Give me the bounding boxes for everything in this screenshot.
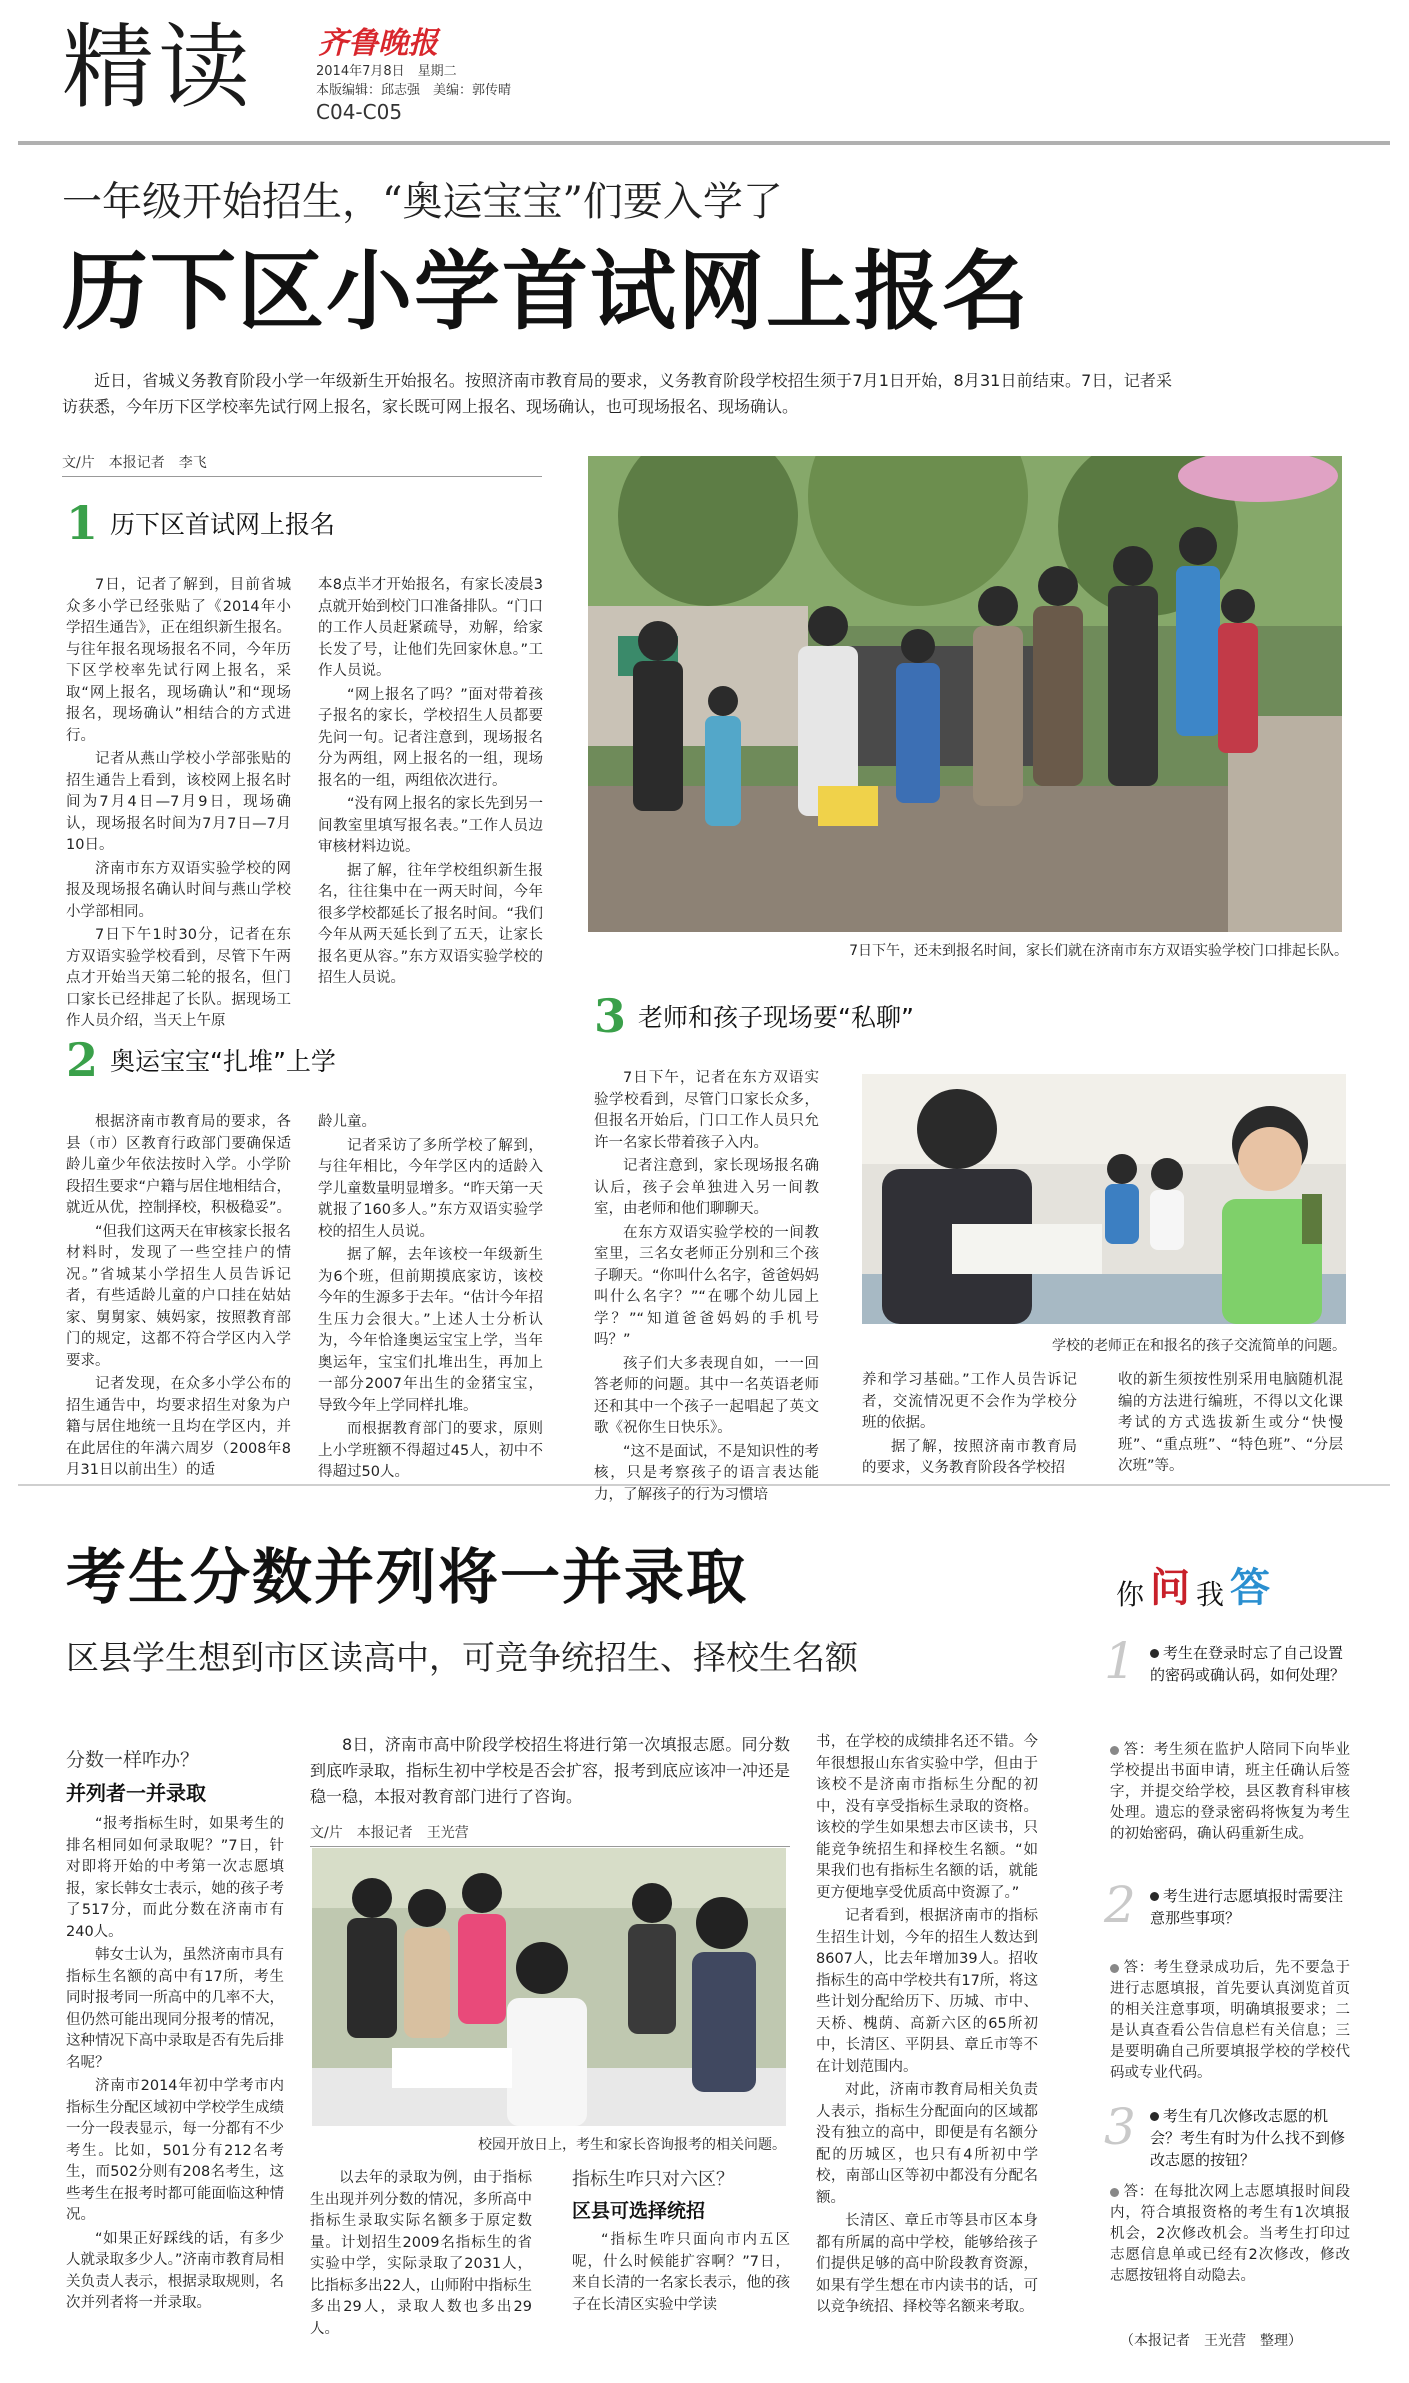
article2-subhead: 区县学生想到市区读高中，可竞争统招生、择校生名额 bbox=[66, 1638, 858, 1677]
masthead bbox=[0, 0, 1409, 150]
paragraph: 本8点半才开始报名，有家长凌晨3点就开始到校门口准备排队。“门口的工作人员赶紧疏导，劝解，给家长发了号，让他们先回家休息。”工作人员说。 bbox=[318, 577, 544, 679]
editor-credit: 本版编辑：邱志强 美编：郭传晴 bbox=[316, 83, 512, 98]
qa3-answer: 答：在每批次网上志愿填报时间段内，符合填报资格的考生有1次填报机会，2次修改机会。当考生打印过志愿信息单或已经有2次修改，修改志愿按钮将自动隐去。 bbox=[1110, 2184, 1350, 2284]
paragraph: “报考指标生时，如果考生的排名相同如何录取呢？”7日，针对即将开始的中考第一次志愿填报，家长韩女士表示，她的孩子考了517分，而此分数在济南市有240人。 bbox=[66, 1816, 284, 1940]
paragraph: 养和学习基础。”工作人员告诉记者，交流情况更不会作为学校分班的依据。 bbox=[862, 1372, 1077, 1431]
paragraph: 记者发现，在众多小学公布的招生通告中，均要求招生对象为户籍与居住地统一且均在学区内，并在此居住的年满六周岁（2008年8月31日以前出生）的适 bbox=[66, 1376, 291, 1478]
photo-classroom bbox=[862, 1074, 1346, 1324]
qa-title bbox=[1116, 1556, 1270, 1613]
question-bullet bbox=[1150, 1649, 1159, 1658]
qa3-question: 考生有几次修改志愿的机会？考生有时为什么找不到修改志愿的按钮？ bbox=[1150, 2107, 1346, 2169]
paragraph: 而根据教育部门的要求，原则上小学班额不得超过45人，初中不得超过50人。 bbox=[318, 1421, 543, 1480]
paragraph: 在东方双语实验学校的一间教室里，三名女老师正分别和三个孩子聊天。“你叫什么名字，爸爸妈妈叫什么名字？”“在哪个幼儿园上学？”“知道爸爸妈妈的手机号吗？” bbox=[594, 1224, 820, 1348]
qa1-question: 考生在登录时忘了自己设置的密码或确认码，如何处理？ bbox=[1150, 1644, 1346, 1684]
qa1-number: 1 bbox=[1104, 1632, 1136, 1690]
paragraph: 济南市东方双语实验学校的网报及现场报名确认时间与燕山学校小学部相同。 bbox=[66, 860, 291, 920]
paragraph: 根据济南市教育局的要求，各县（市）区教育行政部门要确保适龄儿童少年依法按时入学。小学阶段招生要求“户籍与居住地相结合，就近从优，控制择校，积极稳妥”。 bbox=[66, 1114, 292, 1216]
qa-title-ask: 问 bbox=[1150, 1565, 1191, 1611]
paragraph: 记者注意到，家长现场报名确认后，孩子会单独进入另一间教室，由老师和他们聊聊天。 bbox=[594, 1158, 819, 1217]
article2-col1 bbox=[66, 1814, 284, 2317]
section-title: 精读 bbox=[62, 14, 255, 121]
section1-number: 1 bbox=[66, 496, 99, 550]
paragraph: “网上报名了吗？”面对带着孩子报名的家长，学校招生人员都要先问一句。记者注意到，现场报名分为两组，网上报名的一组，现场报名的一组，两组依次进行。 bbox=[318, 686, 543, 789]
article2-lead: 8日，济南市高中阶段学校招生将进行第一次填报志愿。同分数到底咋录取，指标生初中学校是否会扩容，报考到底应该冲一冲还是稳一稳，本报对教育部门进行了咨询。 bbox=[310, 1735, 791, 1806]
paragraph: 长清区、章丘市等县市区本身都有所属的高中学校，能够给孩子们提供足够的高中阶段教育资源，如果有学生想在市内读书的话，可以竞争统招、择校等名额来考取。 bbox=[816, 2213, 1038, 2315]
article2-headline: 考生分数并列将一并录取 bbox=[66, 1543, 748, 1613]
section3-col2 bbox=[862, 1370, 1077, 1482]
answer-bullet bbox=[1110, 1964, 1119, 1973]
qa-sidebar bbox=[1080, 1540, 1360, 2360]
paragraph: 龄儿童。 bbox=[318, 1114, 376, 1130]
paper-logo: 齐鲁晚报 bbox=[318, 26, 438, 61]
qa-title-me: 我 bbox=[1196, 1578, 1225, 1611]
paragraph: “如果正好踩线的话，有多少人就录取多少人。”济南市教育局相关负责人表示，根据录取规则，名次并列者将一并录取。 bbox=[66, 2230, 284, 2311]
photo-queue bbox=[588, 456, 1342, 932]
section3-number: 3 bbox=[594, 989, 627, 1043]
qa-title-you: 你 bbox=[1116, 1578, 1145, 1611]
paragraph: 以去年的录取为例，由于指标生出现并列分数的情况，多所高中指标生录取实际名额多于原定数量。计划招生2009名指标生的省实验中学，实际录取了2031人，比指标多出22人，山师附中指标生多出29人，录取人数也多出29人。 bbox=[310, 2170, 532, 2337]
section1-title: 历下区首试网上报名 bbox=[110, 510, 336, 539]
article2-col2 bbox=[310, 2168, 532, 2342]
paragraph: 书，在学校的成绩排名还不错。今年很想报山东省实验中学，但由于该校不是济南市指标生分配的初中，没有享受指标生录取的资格。该校的学生如果想去市区读书，只能竞争统招生和择校生名额。“如果我们也有指标生名额的话，就能更方便地享受优质高中资源了。” bbox=[816, 1734, 1038, 1901]
photo-consultation-image bbox=[312, 1848, 786, 2126]
qa3-number: 3 bbox=[1104, 2098, 1136, 2156]
article2-q2-col bbox=[572, 2230, 790, 2318]
section1-col1 bbox=[66, 575, 291, 1035]
qa2-number: 2 bbox=[1104, 1876, 1136, 1934]
paragraph: 收的新生须按性别采用电脑随机混编的方法进行编班，不得以文化课考试的方式选拔新生或分“快慢班”、“重点班”、“特色班”、“分层次班”等。 bbox=[1118, 1372, 1343, 1474]
section2-heading bbox=[66, 1033, 336, 1087]
section3-col3 bbox=[1118, 1370, 1343, 1480]
paragraph: “没有网上报名的家长先到另一间教室里填写报名表。”工作人员边审核材料边说。 bbox=[318, 796, 544, 855]
section3-col1 bbox=[594, 1068, 819, 1508]
paragraph: 记者采访了多所学校了解到，与往年相比，今年学区内的适龄入学儿童数量明显增多。“昨天第一天就报了160多人。”东方双语实验学校的招生人员说。 bbox=[318, 1137, 544, 1240]
page-range: C04-C05 bbox=[316, 100, 403, 124]
photo-queue-image bbox=[588, 456, 1342, 932]
paragraph: 孩子们大多表现自如，一一回答老师的问题。其中一名英语老师还和其中一个孩子一起唱起了英文歌《祝你生日快乐》。 bbox=[594, 1355, 819, 1436]
q2-title: 区县可选择统招 bbox=[572, 2200, 706, 2222]
photo2-caption: 学校的老师正在和报名的孩子交流简单的问题。 bbox=[1052, 1338, 1346, 1354]
photo-classroom-image bbox=[862, 1074, 1346, 1324]
qa1-answer: 答：考生须在监护人陪同下向毕业学校提出书面申请，班主任确认后签字，并提交给学校，县区教育科审核处理。遗忘的登录密码将恢复为考生的初始密码，确认码重新生成。 bbox=[1110, 1742, 1350, 1842]
paragraph: 据了解，去年该校一年级新生为6个班，但前期摸底家访，该校今年的生源多于去年。“估计今年招生压力会很大。”上述人士分析认为，今年恰逢奥运宝宝上学，当年奥运年，宝宝们扎堆出生，再加上一部分2007年出生的金猪宝宝，导致今年上学同样扎堆。 bbox=[318, 1247, 544, 1414]
photo3-caption: 校园开放日上，考生和家长咨询报考的相关问题。 bbox=[478, 2137, 786, 2153]
section3-title: 老师和孩子现场要“私聊” bbox=[638, 1003, 914, 1032]
section1-col2 bbox=[318, 575, 543, 992]
photo-consultation bbox=[312, 1848, 786, 2126]
paragraph: 据了解，往年学校组织新生报名，往往集中在一两天时间，今年很多学校都延长了报名时间。“我们今年从两天延长到了五天，让家长报名更从容。”东方双语实验学校的招生人员说。 bbox=[318, 862, 544, 986]
q1-kicker: 分数一样咋办？ bbox=[66, 1749, 200, 1771]
section2-number: 2 bbox=[66, 1033, 99, 1087]
question-bullet bbox=[1150, 1892, 1159, 1901]
article1-byline: 文/片 本报记者 李飞 bbox=[62, 452, 542, 477]
answer-bullet bbox=[1110, 1746, 1119, 1755]
section2-col2 bbox=[318, 1112, 543, 1486]
paragraph: 7日下午，记者在东方双语实验学校看到，尽管门口家长众多，但报名开始后，门口工作人员只允许一名家长带着孩子入内。 bbox=[594, 1070, 819, 1151]
qa2-answer: 答：考生登录成功后，先不要急于进行志愿填报，首先要认真浏览首页的相关注意事项，明确填报要求；二是认真查看公告信息栏有关信息；三是要明确自己所要填报学校的学校代码或专业代码。 bbox=[1110, 1960, 1350, 2081]
issue-date: 2014年7月8日 星期二 bbox=[316, 64, 457, 79]
answer-bullet bbox=[1110, 2188, 1119, 2197]
article1-lead: 近日，省城义务教育阶段小学一年级新生开始报名。按照济南市教育局的要求，义务教育阶段学校招生须于7月1日开始，8月31日前结束。7日，记者采访获悉，今年历下区学校率先试行网上报名，家长既可网上报名、现场确认，也可现场报名、现场确认。 bbox=[62, 371, 1172, 416]
paragraph: “但我们这两天在审核家长报名材料时，发现了一些空挂户的情况。”省城某小学招生人员告诉记者，有些适龄儿童的户口挂在姑姑家、舅舅家、姨妈家，按照教育部门的规定，这都不符合学区内入学要求。 bbox=[66, 1223, 292, 1369]
article2-col3 bbox=[816, 1732, 1038, 2321]
article1-headline: 历下区小学首试网上报名 bbox=[62, 242, 1030, 342]
paragraph: “指标生咋只面向市内五区呢，什么时候能扩容啊？”7日，来自长清的一名家长表示，他的孩子在长清区实验中学读 bbox=[572, 2232, 790, 2313]
paragraph: 7日下午1时30分，记者在东方双语实验学校看到，尽管下午两点才开始当天第二轮的报名，但门口家长已经排起了长队。据现场工作人员介绍，当天上午原 bbox=[66, 927, 291, 1029]
q2-kicker: 指标生咋只对六区？ bbox=[572, 2169, 734, 2190]
paragraph: 7日，记者了解到，目前省城众多小学已经张贴了《2014年小学招生通告》，正在组织新生报名。与往年报名现场报名不同，今年历下区学校率先试行网上报名，采取“网上报名，现场确认”和“现场报名，现场确认”相结合的方式进行。 bbox=[66, 577, 291, 744]
section2-title: 奥运宝宝“扎堆”上学 bbox=[110, 1047, 336, 1076]
question-bullet bbox=[1150, 2112, 1159, 2121]
paragraph: 记者看到，根据济南市的指标生招生计划，今年的招生人数达到8607人，比去年增加39人。招收指标生的高中学校共有17所，将这些计划分配给历下、历城、市中、天桥、槐荫、高新六区的65所初中，长清区、平阴县、章丘市等不在计划范围内。 bbox=[816, 1908, 1038, 2075]
paragraph: 济南市2014年初中学考市内指标生分配区域初中学校学生成绩一分一段表显示，每一分都有不少考生。比如，501分有212名考生，而502分则有208名考生，这些考生在报考时都可能面临这种情况。 bbox=[66, 2078, 284, 2223]
paragraph: 对此，济南市教育局相关负责人表示，指标生分配面向的区域都没有独立的高中，即便是有名额分配的历城区，也只有4所初中学校，南部山区等初中都没有分配名额。 bbox=[816, 2082, 1038, 2206]
section3-heading bbox=[594, 989, 914, 1043]
qa-credit: （本报记者 王光营 整理） bbox=[1120, 2333, 1302, 2349]
article2-byline: 文/片 本报记者 王光营 bbox=[310, 1822, 790, 1847]
qa2-question: 考生进行志愿填报时需要注意那些事项？ bbox=[1150, 1887, 1344, 1927]
article1-kicker: 一年级开始招生，“奥运宝宝”们要入学了 bbox=[62, 179, 783, 225]
qa-title-answer: 答 bbox=[1230, 1565, 1271, 1611]
section2-col1 bbox=[66, 1112, 291, 1484]
paragraph: 记者从燕山学校小学部张贴的招生通告上看到，该校网上报名时间为7月4日—7月9日，现场确认，现场报名时间为7月7日—7月10日。 bbox=[66, 751, 291, 853]
section1-heading bbox=[66, 496, 336, 550]
paragraph: 据了解，按照济南市教育局的要求，义务教育阶段各学校招 bbox=[862, 1438, 1077, 1476]
paragraph: 韩女士认为，虽然济南市具有指标生名额的高中有17所，考生同时报考同一所高中的几率不大，但仍然可能出现同分报考的情况，这种情况下高中录取是否有先后排名呢？ bbox=[66, 1947, 284, 2071]
masthead-rule bbox=[18, 141, 1390, 145]
photo1-caption: 7日下午，还未到报名时间，家长们就在济南市东方双语实验学校门口排起长队。 bbox=[849, 943, 1348, 959]
paragraph: “这不是面试，不是知识性的考核，只是考察孩子的语言表达能力，了解孩子的行为习惯培 bbox=[594, 1443, 820, 1503]
q1-title: 并列者一并录取 bbox=[66, 1781, 206, 1805]
article-divider bbox=[18, 1484, 1390, 1486]
